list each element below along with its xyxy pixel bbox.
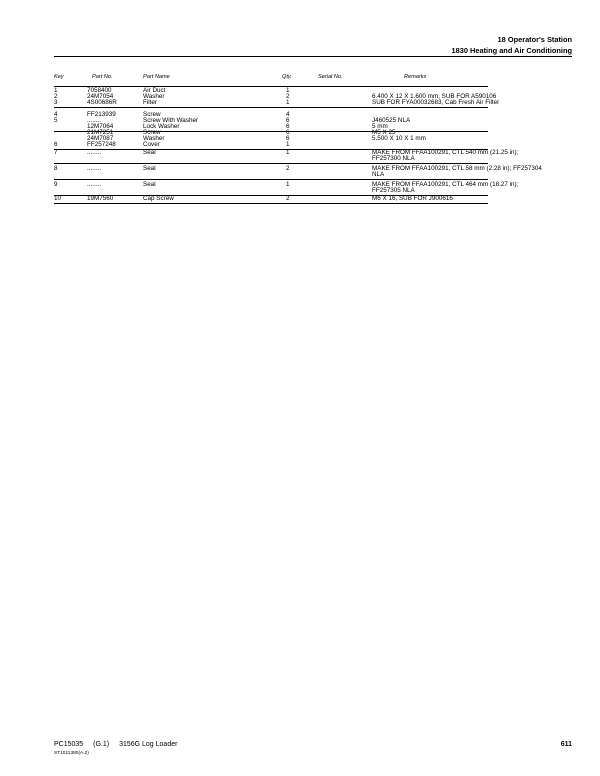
cell-key: 6	[54, 141, 58, 148]
cell-name: Screw With Washer	[143, 117, 199, 124]
cell-name: Air Duct	[143, 87, 166, 94]
cell-part: 24M7087	[87, 135, 114, 142]
column-header-serial-no: Serial No.	[318, 74, 343, 80]
cell-key: 9	[54, 181, 58, 188]
cell-part: 21M7251	[87, 129, 114, 136]
cell-name: Washer	[143, 93, 165, 100]
page-number: 611	[560, 741, 572, 748]
column-header-qty: Qty.	[282, 74, 292, 80]
column-header-divider	[54, 86, 488, 87]
cell-rem: MAKE FROM FFAA100291, CTL 464 mm (18.27 in);	[372, 181, 519, 188]
cell-name: Cap Screw	[143, 195, 174, 202]
cell-rem: FF257305 NLA	[372, 187, 415, 194]
section-title: 18 Operator's Station	[497, 35, 572, 44]
cell-part: ........	[87, 165, 101, 172]
column-header-part-no: Part No.	[92, 74, 113, 80]
cell-qty: 6	[286, 135, 290, 142]
cell-rem: MAKE FROM FFAA100291, CTL 540 mm (21.25 in);	[372, 149, 519, 156]
cell-rem: SUB FOR FYA00032683, Cab Fresh Air Filter	[372, 99, 500, 106]
cell-rem: M6 X 16, SUB FOR J900616	[372, 195, 453, 202]
cell-name: Seal	[143, 165, 156, 172]
cell-key: 7	[54, 149, 58, 156]
cell-qty: 4	[286, 111, 290, 118]
cell-rem: NLA	[372, 171, 385, 178]
cell-part: 24M7054	[87, 93, 114, 100]
header-divider	[54, 56, 572, 57]
cell-key: 1	[54, 87, 58, 94]
cell-qty: 6	[286, 123, 290, 130]
cell-part: 7058400	[87, 87, 112, 94]
cell-name: Filter	[143, 99, 157, 106]
cell-name: Screw	[143, 111, 161, 118]
cell-qty: 2	[286, 165, 290, 172]
column-header-part-name: Part Name	[143, 74, 170, 80]
parts-group	[54, 149, 519, 164]
cell-qty: 1	[286, 87, 290, 94]
footer-doc-number: PC15035	[54, 741, 84, 748]
cell-rem: 6.400 X 12 X 1.600 mm, SUB FOR A590106	[372, 93, 497, 100]
footer	[54, 741, 185, 748]
parts-group	[54, 112, 488, 132]
column-header-remarks: Remarks	[404, 74, 427, 80]
parts-group	[54, 130, 488, 150]
cell-part: ........	[87, 181, 101, 188]
cell-rem: 5.500 X 10 X 1 mm	[372, 135, 426, 142]
cell-name: Lock Washer	[143, 123, 180, 130]
cell-part: FF213939	[87, 111, 116, 118]
parts-group	[54, 181, 519, 196]
cell-part: 19M7560	[87, 195, 114, 202]
parts-group	[54, 87, 500, 108]
cell-part: ........	[87, 149, 101, 156]
cell-qty: 6	[286, 129, 290, 136]
cell-part: 4S00686R	[87, 99, 117, 106]
column-header-key: Key	[54, 74, 64, 80]
cell-name: Screw	[143, 129, 161, 136]
table-row	[54, 196, 488, 202]
cell-qty: 1	[286, 99, 290, 106]
cell-name: Washer	[143, 135, 165, 142]
cell-rem: 5 mm	[372, 123, 388, 130]
table-row	[54, 172, 488, 178]
cell-name: Cover	[143, 141, 160, 148]
cell-key: 3	[54, 99, 58, 106]
footer-code: ST1011380(A.2)	[54, 751, 89, 756]
cell-rem: J460525 NLA	[372, 117, 411, 124]
footer-edition: (G.1)	[93, 741, 110, 748]
parts-group	[54, 196, 488, 204]
cell-qty: 6	[286, 117, 290, 124]
cell-key: 5	[54, 117, 58, 124]
cell-part: 12M7064	[87, 123, 114, 130]
cell-qty: 1	[286, 181, 290, 188]
table-row	[54, 156, 488, 162]
cell-key: 4	[54, 111, 58, 118]
cell-part: FF257248	[87, 141, 116, 148]
parts-group	[54, 165, 542, 180]
cell-rem: M5 X 25	[372, 129, 396, 136]
table-row	[54, 142, 488, 148]
cell-rem: MAKE FROM FFAA100291, CTL 58 mm (2.28 in); FF257304	[372, 165, 542, 172]
cell-name: Seal	[143, 181, 156, 188]
footer-model: 3156G Log Loader	[119, 741, 178, 748]
cell-qty: 1	[286, 141, 290, 148]
cell-key: 10	[54, 195, 62, 202]
cell-name: Seal	[143, 149, 156, 156]
cell-key: 8	[54, 165, 58, 172]
cell-key: 2	[54, 93, 58, 100]
subsection-title: 1830 Heating and Air Conditioning	[451, 46, 572, 55]
cell-qty: 2	[286, 195, 290, 202]
cell-part: ........	[87, 117, 101, 124]
cell-qty: 2	[286, 93, 290, 100]
cell-rem: FF257300 NLA	[372, 155, 415, 162]
table-row	[54, 99, 500, 106]
cell-qty: 1	[286, 149, 290, 156]
table-row	[54, 188, 488, 194]
